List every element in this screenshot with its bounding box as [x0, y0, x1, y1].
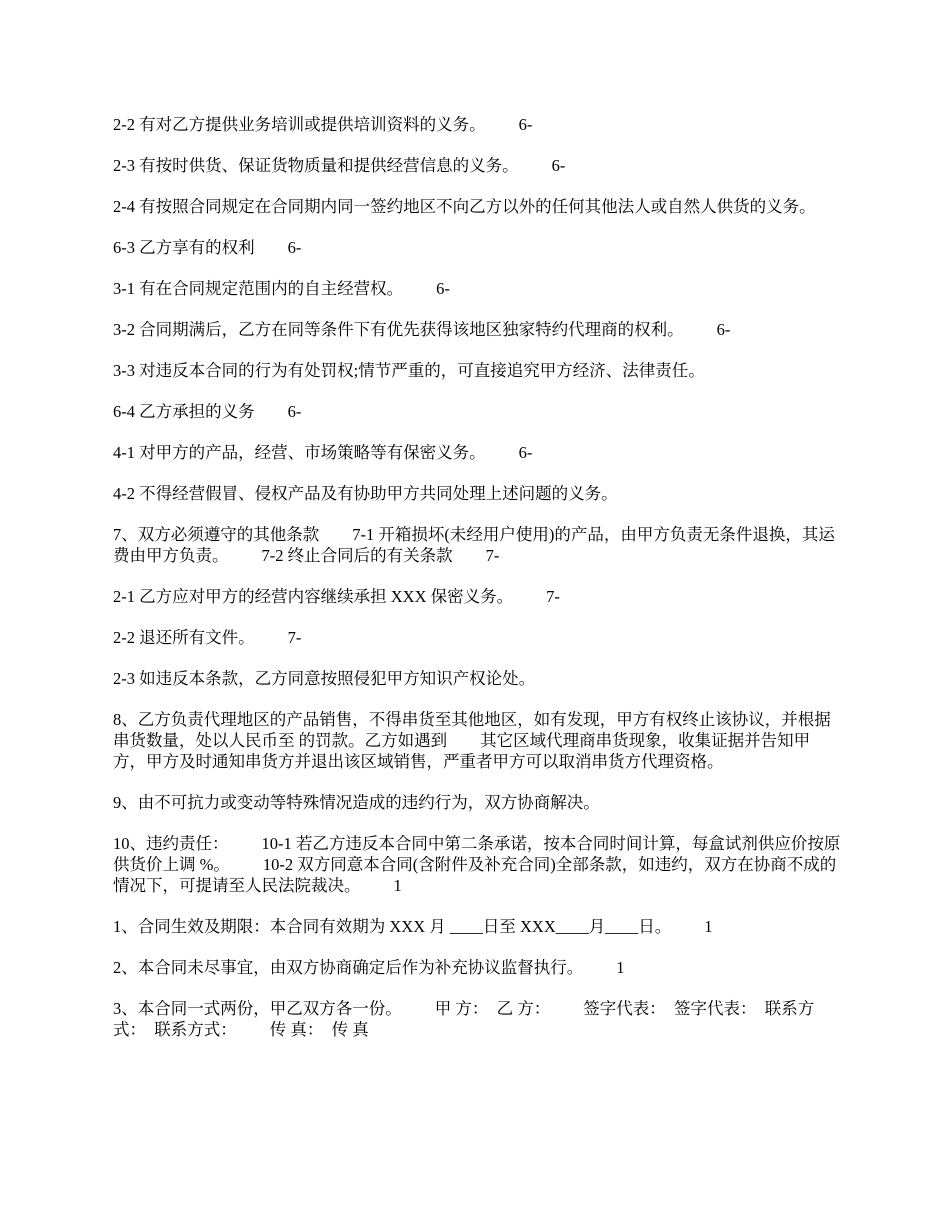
section-8-territory: 8、乙方负责代理地区的产品销售，不得串货至其他地区，如有发现，甲方有权终止该协议，并根据串货数量，处以人民币至 的罚款。乙方如遇到 其它区域代理商串货现象，收集证据并告知甲方，甲方及时通知串货方并退出该区域销售，严重者甲方可以取消串货方代理资格。	[113, 710, 831, 771]
section-7-other-terms: 7、双方必须遵守的其他条款 7-1 开箱损坏(未经用户使用)的产品，由甲方负责无条件退换，其运费由甲方负责。 7-2 终止合同后的有关条款 7-	[113, 525, 835, 565]
clause-1-term: 1、合同生效及期限：本合同有效期为 XXX 月 ____日至 XXX____月____日。 1	[113, 917, 713, 936]
clause-4-1-confidentiality: 4-1 对甲方的产品，经营、市场策略等有保密义务。 6-	[113, 443, 533, 462]
contract-page	[113, 114, 843, 1060]
clause-2-3-supply: 2-3 有按时供货、保证货物质量和提供经营信息的义务。 6-	[113, 156, 566, 175]
clause-2-4-exclusive-supply: 2-4 有按照合同规定在合同期内同一签约地区不向乙方以外的任何其他法人或自然人供货的义务。	[113, 197, 816, 216]
section-6-3-heading: 6-3 乙方享有的权利 6-	[113, 238, 302, 257]
clause-3-3-penalty-right: 3-3 对违反本合同的行为有处罚权;情节严重的，可直接追究甲方经济、法律责任。	[113, 361, 705, 380]
clause-3-2-renewal-priority: 3-2 合同期满后，乙方在同等条件下有优先获得该地区独家特约代理商的权利。 6-	[113, 320, 731, 339]
clause-2-supplementary: 2、本合同未尽事宜，由双方协商确定后作为补充协议监督执行。 1	[113, 958, 625, 977]
clause-2-2-training: 2-2 有对乙方提供业务培训或提供培训资料的义务。 6-	[113, 115, 533, 134]
section-10-liability: 10、违约责任： 10-1 若乙方违反本合同中第二条承诺，按本合同时间计算，每盒试剂供应价按原供货价上调 %。 10-2 双方同意本合同(含附件及补充合同)全部条款，如违约，双方在协商不成的情况下，可提请至人民法院裁决。 1	[113, 834, 841, 895]
clause-3-1-autonomy: 3-1 有在合同规定范围内的自主经营权。 6-	[113, 279, 450, 298]
clause-3-signatures: 3、本合同一式两份，甲乙双方各一份。 甲 方： 乙 方： 签字代表： 签字代表： 联系方式： 联系方式： 传 真： 传 真	[113, 999, 815, 1039]
clause-4-2-no-counterfeit: 4-2 不得经营假冒、侵权产品及有协助甲方共同处理上述问题的义务。	[113, 484, 618, 503]
clause-2-1-continued-confidentiality: 2-1 乙方应对甲方的经营内容继续承担 XXX 保密义务。 7-	[113, 587, 560, 606]
clause-2-3-ip-violation: 2-3 如违反本条款，乙方同意按照侵犯甲方知识产权论处。	[113, 669, 536, 688]
clause-2-2-return-documents: 2-2 退还所有文件。 7-	[113, 628, 302, 647]
section-9-force-majeure: 9、由不可抗力或变动等特殊情况造成的违约行为，双方协商解决。	[113, 793, 600, 812]
section-6-4-heading: 6-4 乙方承担的义务 6-	[113, 402, 302, 421]
